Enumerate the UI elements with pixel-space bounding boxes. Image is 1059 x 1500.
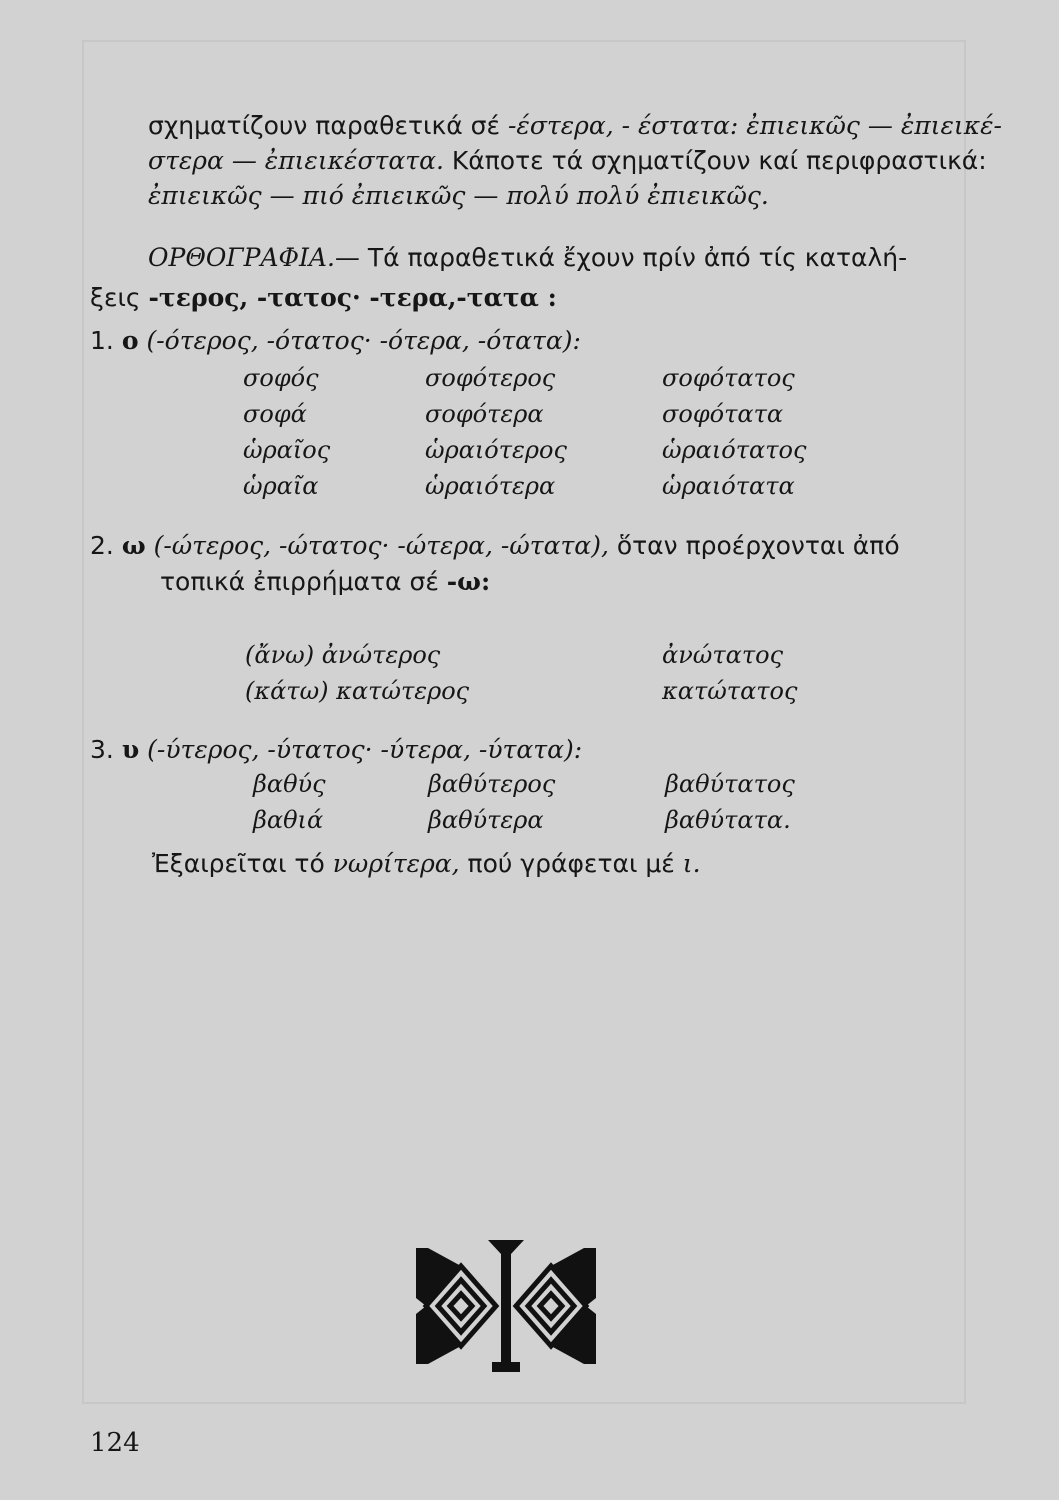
superlative-form: ὡραιότατα — [662, 472, 795, 500]
rule-endings: (-ότερος, -ότατος· -ότερα, -ότατα): — [146, 326, 581, 355]
rule-endings: (-ώτερος, -ώτατος· -ώτερα, -ώτατα), — [153, 531, 609, 560]
rule-3-superlative-column — [665, 766, 795, 838]
intro-example: στερα — ἐπιεικέστατα. — [148, 146, 444, 175]
superlative-form: ὡραιότατος — [662, 436, 807, 464]
rule-2-line-2 — [160, 566, 490, 598]
superlative-form: βαθύτατα. — [665, 806, 791, 834]
rule-2-row-1-superlative: ἀνώτατος — [662, 641, 784, 669]
comparative-form: βαθύτερος — [428, 770, 556, 798]
rule-1-header — [90, 325, 581, 357]
comparative-form: ὡραιότερα — [425, 472, 556, 500]
positive-form: σοφός — [243, 364, 319, 392]
superlative-form: σοφότατος — [662, 364, 795, 392]
rule-text: ὅταν προέρχονται ἀπό — [608, 531, 900, 560]
orthography-heading: ΟΡΘΟΓΡΑΦΙΑ. — [148, 243, 335, 272]
comparative-form: σοφότερος — [425, 364, 556, 392]
rule-2-row-1-comparative: (ἄνω) ἀνώτερος — [245, 641, 441, 669]
intro-line-1 — [148, 110, 1002, 142]
rule-2-header — [90, 530, 900, 562]
comparative-form: βαθύτερα — [428, 806, 544, 834]
orthography-text: — Τά παραθετικά ἔχουν πρίν ἀπό τίς καταλή- — [334, 243, 908, 272]
exception-text: πού γράφεται μέ — [459, 849, 683, 878]
superlative-form: σοφότατα — [662, 400, 784, 428]
exception-letter: ι. — [682, 849, 701, 878]
rule-number: 3. — [90, 735, 114, 764]
intro-text: Κάποτε τά σχηματίζουν καί περιφραστικά: — [443, 146, 987, 175]
rule-3-comparative-column — [428, 766, 555, 838]
orthography-line-2 — [90, 282, 557, 314]
rule-text: τοπικά ἐπιρρήματα σέ — [160, 567, 447, 596]
comparative-form: σοφότερα — [425, 400, 544, 428]
decorative-ornament-icon — [416, 1228, 596, 1378]
intro-example: -έστερα, - έστατα: ἐπιεικῶς — ἐπιεικέ- — [507, 111, 1002, 140]
rule-endings: (-ύτερος, -ύτατος· -ύτερα, -ύτατα): — [147, 735, 583, 764]
comparative-form: ὡραιότερος — [425, 436, 567, 464]
rule-2-row-2-superlative: κατώτατος — [662, 677, 798, 705]
rule-3-header — [90, 734, 582, 766]
orthography-text: ξεις — [90, 283, 149, 312]
rule-1-positive-column — [243, 360, 330, 504]
rule-number: 1. — [90, 326, 114, 355]
rule-3-positive-column — [253, 766, 326, 838]
intro-line-2 — [148, 145, 987, 177]
orthography-line-1 — [148, 242, 907, 274]
positive-form: βαθιά — [253, 806, 324, 834]
positive-form: σοφά — [243, 400, 307, 428]
orthography-endings: -τερος, -τατος· -τερα,-τατα : — [148, 283, 557, 312]
intro-line-3: ἐπιεικῶς — πιό ἐπιεικῶς — πολύ πολύ ἐπιεικῶς. — [148, 181, 769, 210]
positive-form: ὡραῖος — [243, 436, 331, 464]
exception-text: Ἐξαιρεῖται τό — [152, 849, 333, 878]
rule-1-comparative-column — [425, 360, 567, 504]
superlative-form: βαθύτατος — [665, 770, 795, 798]
rule-letter: υ — [121, 735, 140, 764]
positive-form: ὡραῖα — [243, 472, 319, 500]
rule-letter: ω — [121, 531, 146, 560]
rule-letter: ο — [121, 326, 139, 355]
exception-word: νωρίτερα, — [332, 849, 460, 878]
intro-text: σχηματίζουν παραθετικά σέ — [148, 111, 508, 140]
rule-2-row-2-comparative: (κάτω) κατώτερος — [245, 677, 470, 705]
rule-endings: -ω: — [446, 567, 491, 596]
positive-form: βαθύς — [253, 770, 326, 798]
page-number: 124 — [90, 1428, 140, 1458]
rule-number: 2. — [90, 531, 114, 560]
exception-note — [152, 848, 701, 880]
rule-1-superlative-column — [662, 360, 806, 504]
